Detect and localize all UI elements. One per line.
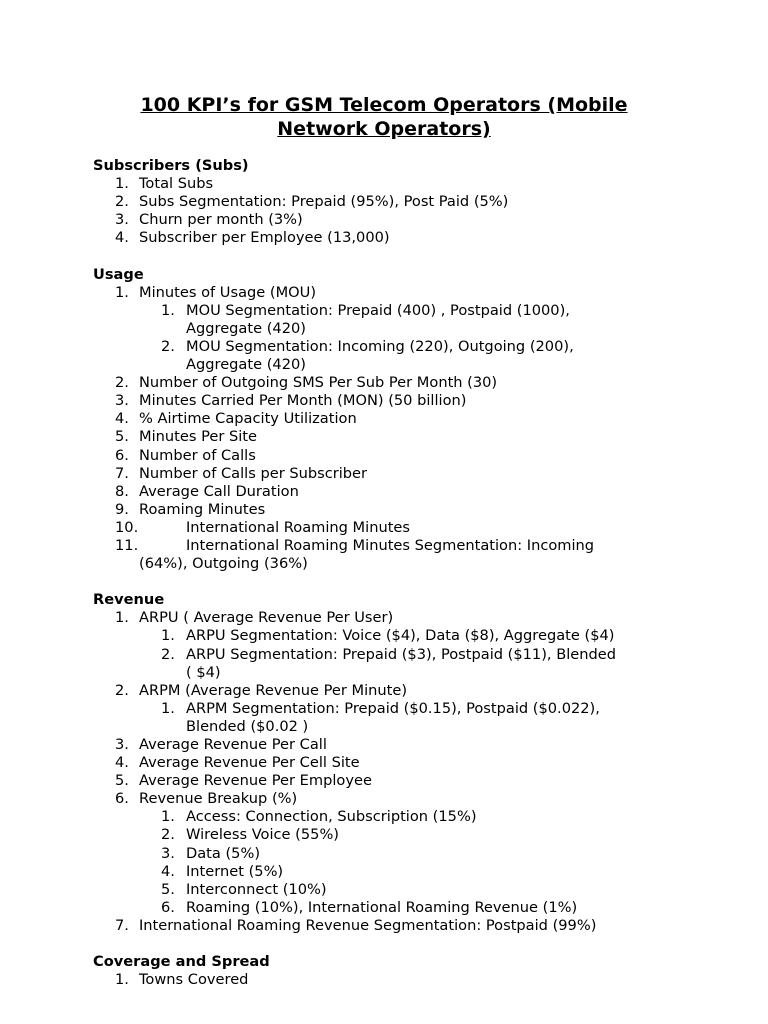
list-item	[93, 790, 713, 808]
list-item-text: ARPM (Average Revenue Per Minute)	[139, 681, 408, 699]
list-item-number: 1.	[161, 808, 175, 826]
list-item-number: 1.	[115, 971, 129, 989]
title-line-1: 100 KPI’s for GSM Telecom Operators (Mobile	[140, 94, 628, 116]
list-item	[93, 863, 713, 881]
list-item-number: 6.	[115, 790, 129, 808]
list-item-text: Internet (5%)	[186, 862, 284, 880]
list-item-number: 8.	[115, 482, 129, 500]
list-item-number: 4.	[161, 862, 175, 880]
list-item-text: ARPM Segmentation: Prepaid ($0.15), Postpaid ($0.022),	[186, 699, 600, 717]
list-item-number: 2.	[115, 193, 129, 211]
list-item-number: 6.	[161, 898, 175, 916]
list-item-text: Minutes Carried Per Month (MON) (50 billion)	[139, 392, 467, 410]
list-item-text: Churn per month (3%)	[139, 211, 303, 229]
list-item-continuation	[93, 718, 713, 736]
blank-line	[93, 573, 713, 591]
list-item-text: ( $4)	[186, 663, 221, 681]
list-item-text: % Airtime Capacity Utilization	[139, 410, 357, 428]
list-item	[93, 845, 713, 863]
section-heading: Subscribers (Subs)	[93, 157, 249, 174]
list-item	[93, 302, 713, 320]
list-item-text: Aggregate (420)	[186, 356, 306, 374]
list-item	[93, 410, 713, 428]
list-item-text: Towns Covered	[139, 971, 249, 989]
list-item-text: Number of Calls per Subscriber	[139, 464, 368, 482]
list-item-number: 1.	[161, 301, 175, 319]
list-item-text: Average Revenue Per Cell Site	[139, 754, 360, 772]
list-item-number: 1.	[115, 283, 129, 301]
list-item-number: 1.	[115, 609, 129, 627]
list-item	[93, 374, 713, 392]
list-item-text: Number of Outgoing SMS Per Sub Per Month (30)	[139, 374, 498, 392]
list-item-number: 5.	[161, 880, 175, 898]
list-item-number: 2.	[161, 645, 175, 663]
list-item-number: 3.	[115, 211, 129, 229]
list-item	[93, 772, 713, 790]
list-item-text: ARPU Segmentation: Voice ($4), Data ($8), Aggregate ($4)	[186, 627, 615, 645]
list-item-text: Average Call Duration	[139, 482, 299, 500]
list-item-text: International Roaming Minutes Segmentation: Incoming	[186, 536, 595, 554]
list-item-number: 7.	[115, 464, 129, 482]
list-item	[93, 483, 713, 501]
list-item-text: MOU Segmentation: Prepaid (400) , Postpaid (1000),	[186, 301, 570, 319]
blank-line	[93, 247, 713, 265]
list-item	[93, 519, 713, 537]
list-item-text: Interconnect (10%)	[186, 880, 327, 898]
list-item	[93, 211, 713, 229]
document-title	[0, 93, 768, 141]
title-line-2: Network Operators)	[277, 118, 491, 140]
list-item-text: Number of Calls	[139, 446, 256, 464]
list-item-number: 1.	[115, 175, 129, 193]
list-item-continuation	[93, 664, 713, 682]
list-item-text: Total Subs	[139, 175, 214, 193]
list-item	[93, 917, 713, 935]
document-body	[93, 157, 713, 989]
list-item	[93, 392, 713, 410]
blank-line	[93, 935, 713, 953]
list-item	[93, 229, 713, 247]
list-item-number: 2.	[161, 826, 175, 844]
list-item-text: Subs Segmentation: Prepaid (95%), Post Paid (5%)	[139, 193, 509, 211]
list-item	[93, 284, 713, 302]
list-item-continuation	[93, 320, 713, 338]
list-item-number: 1.	[161, 627, 175, 645]
list-item-text: Wireless Voice (55%)	[186, 826, 339, 844]
list-item	[93, 338, 713, 356]
list-item	[93, 700, 713, 718]
list-item-number: 5.	[115, 428, 129, 446]
list-item-number: 3.	[161, 844, 175, 862]
list-item-text: International Roaming Minutes	[186, 518, 411, 536]
list-item	[93, 501, 713, 519]
list-item	[93, 754, 713, 772]
list-item	[93, 646, 713, 664]
list-item	[93, 193, 713, 211]
list-item	[93, 465, 713, 483]
list-item	[93, 627, 713, 645]
list-item-number: 2.	[115, 681, 129, 699]
list-item-text: Subscriber per Employee (13,000)	[139, 229, 390, 247]
list-item	[93, 826, 713, 844]
list-item-text: ARPU Segmentation: Prepaid ($3), Postpaid ($11), Blended	[186, 645, 616, 663]
list-item-number: 3.	[115, 392, 129, 410]
list-item-number: 1.	[161, 699, 175, 717]
list-item-number: 4.	[115, 410, 129, 428]
section-heading: Revenue	[93, 591, 165, 609]
list-item-text: ARPU ( Average Revenue Per User)	[139, 609, 394, 627]
list-item-number: 10.	[115, 518, 139, 536]
list-item-text: MOU Segmentation: Incoming (220), Outgoing (200),	[186, 337, 574, 355]
list-item-text: International Roaming Revenue Segmentation: Postpaid (99%)	[139, 916, 597, 934]
list-item-text: (64%), Outgoing (36%)	[139, 555, 308, 573]
list-item-text: Average Revenue Per Call	[139, 736, 327, 753]
list-item-number: 9.	[115, 500, 129, 518]
list-item-number: 4.	[115, 754, 129, 772]
list-item-text: Revenue Breakup (%)	[139, 790, 298, 808]
list-item-number: 3.	[115, 736, 129, 753]
list-item-number: 7.	[115, 916, 129, 934]
list-item	[93, 736, 713, 754]
list-item	[93, 537, 713, 555]
list-item	[93, 609, 713, 627]
list-item-continuation	[93, 555, 713, 573]
list-item-text: Roaming Minutes	[139, 500, 266, 518]
section-heading: Coverage and Spread	[93, 953, 270, 971]
list-item	[93, 808, 713, 826]
list-item	[93, 682, 713, 700]
list-item-text: Aggregate (420)	[186, 319, 306, 337]
list-item-continuation	[93, 356, 713, 374]
list-item-text: Data (5%)	[186, 844, 261, 862]
list-item-number: 2.	[115, 374, 129, 392]
list-item	[93, 971, 713, 989]
list-item-number: 6.	[115, 446, 129, 464]
list-item-number: 2.	[161, 337, 175, 355]
list-item-text: Access: Connection, Subscription (15%)	[186, 808, 477, 826]
list-item-number: 5.	[115, 772, 129, 790]
list-item-text: Blended ($0.02 )	[186, 717, 309, 735]
section-heading: Usage	[93, 265, 144, 283]
list-item-text: Average Revenue Per Employee	[139, 772, 372, 790]
list-item	[93, 447, 713, 465]
list-item-text: Minutes of Usage (MOU)	[139, 283, 317, 301]
list-item-number: 4.	[115, 229, 129, 247]
list-item-number: 11.	[115, 536, 139, 554]
list-item	[93, 428, 713, 446]
list-item	[93, 175, 713, 193]
list-item	[93, 899, 713, 917]
list-item-text: Roaming (10%), International Roaming Revenue (1%)	[186, 898, 578, 916]
list-item-text: Minutes Per Site	[139, 428, 258, 446]
list-item	[93, 881, 713, 899]
